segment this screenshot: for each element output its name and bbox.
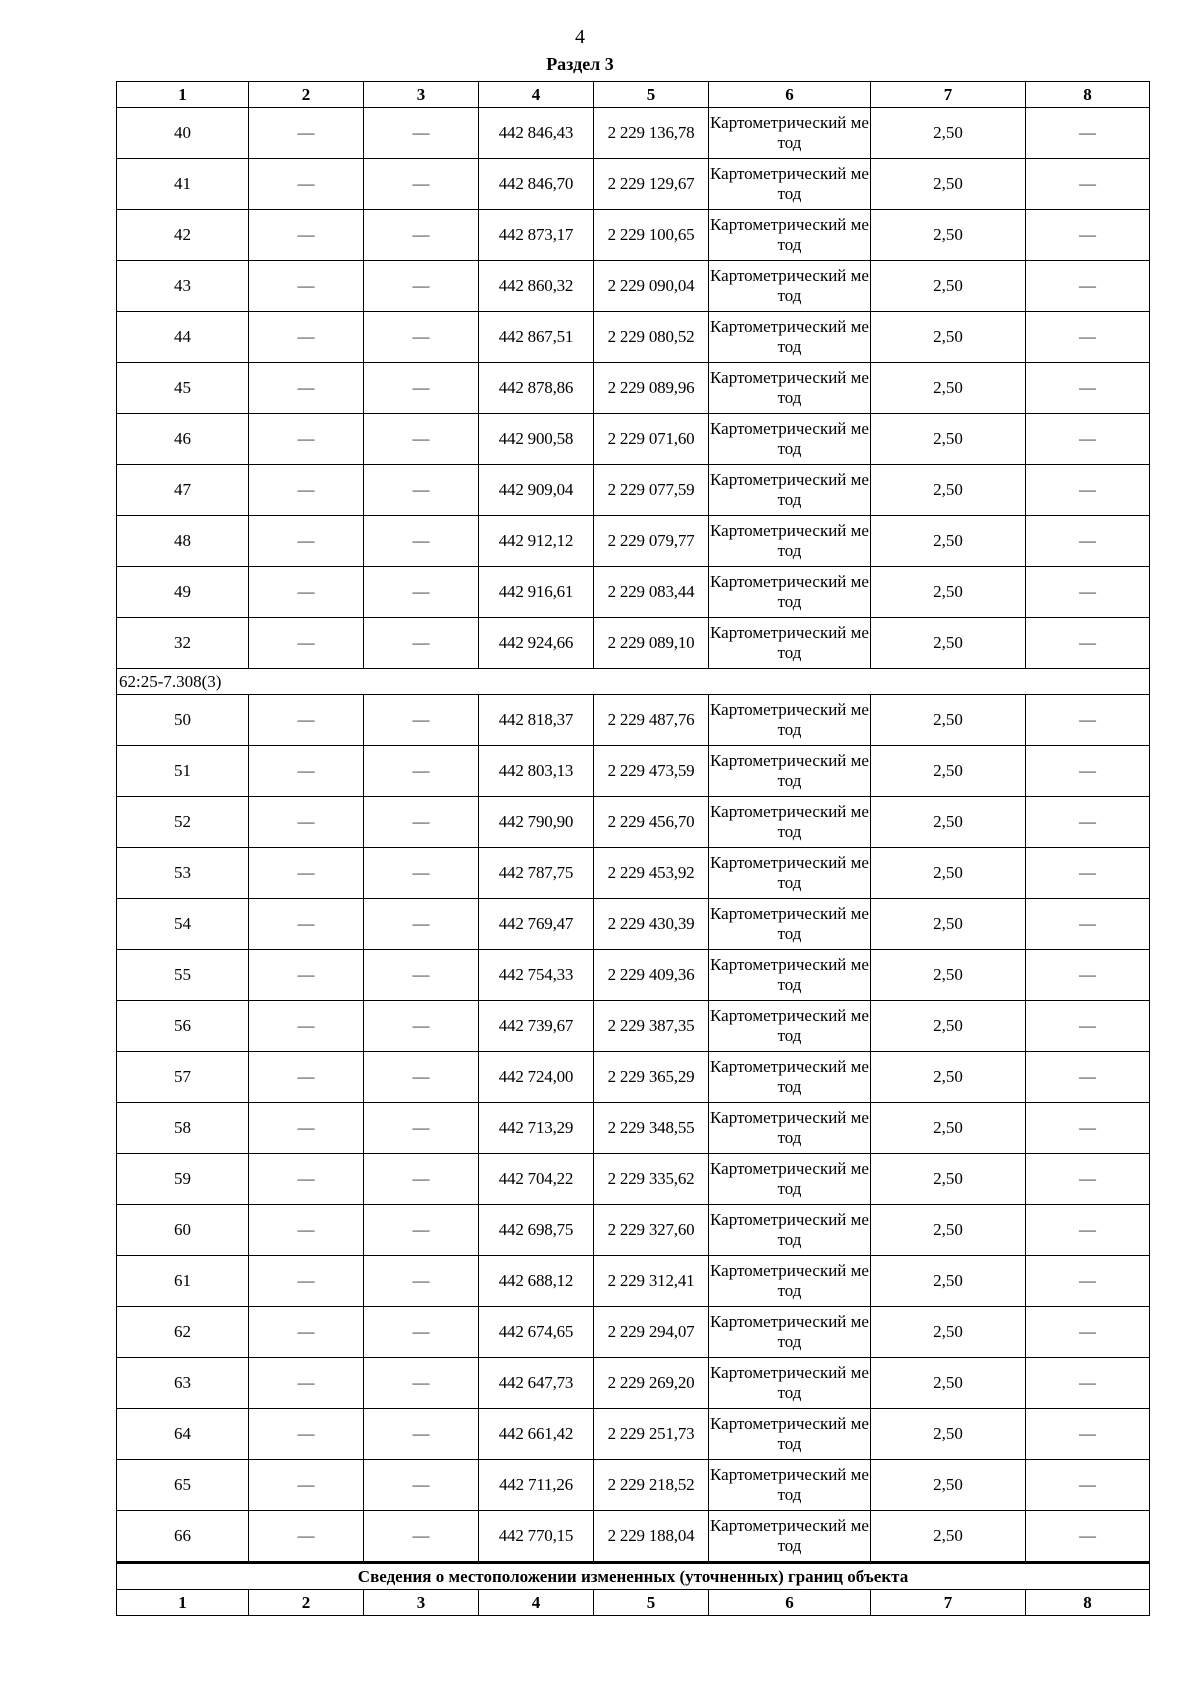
table-row xyxy=(117,1154,1150,1205)
point-number: 53 xyxy=(117,848,249,899)
column-number-header: 8 xyxy=(1026,82,1150,108)
coordinates-table xyxy=(116,81,1150,1616)
point-number: 57 xyxy=(117,1052,249,1103)
empty-dash-cell: — xyxy=(1026,950,1150,1001)
method-cell: Картометрический метод xyxy=(709,261,871,312)
method-cell: Картометрический метод xyxy=(709,414,871,465)
empty-dash-cell: — xyxy=(1026,899,1150,950)
subsection-caption: Сведения о местоположении измененных (уточненных) границ объекта xyxy=(117,1563,1150,1590)
empty-dash-cell: — xyxy=(249,746,364,797)
table-row xyxy=(117,312,1150,363)
point-number: 48 xyxy=(117,516,249,567)
accuracy-value: 2,50 xyxy=(871,848,1026,899)
empty-dash-cell: — xyxy=(1026,746,1150,797)
table-row xyxy=(117,516,1150,567)
coordinate-x: 442 754,33 xyxy=(479,950,594,1001)
point-number: 45 xyxy=(117,363,249,414)
empty-dash-cell: — xyxy=(364,414,479,465)
empty-dash-cell: — xyxy=(364,363,479,414)
empty-dash-cell: — xyxy=(364,950,479,1001)
method-cell: Картометрический метод xyxy=(709,1103,871,1154)
empty-dash-cell: — xyxy=(364,1052,479,1103)
method-cell: Картометрический метод xyxy=(709,159,871,210)
accuracy-value: 2,50 xyxy=(871,414,1026,465)
empty-dash-cell: — xyxy=(249,363,364,414)
coordinate-y: 2 229 136,78 xyxy=(594,108,709,159)
accuracy-value: 2,50 xyxy=(871,695,1026,746)
point-number: 62 xyxy=(117,1307,249,1358)
empty-dash-cell: — xyxy=(364,1154,479,1205)
coordinate-y: 2 229 080,52 xyxy=(594,312,709,363)
coordinate-x: 442 790,90 xyxy=(479,797,594,848)
empty-dash-cell: — xyxy=(1026,1205,1150,1256)
section-title: Раздел 3 xyxy=(546,54,614,74)
empty-dash-cell: — xyxy=(364,159,479,210)
coordinate-x: 442 860,32 xyxy=(479,261,594,312)
coordinate-x: 442 818,37 xyxy=(479,695,594,746)
point-number: 56 xyxy=(117,1001,249,1052)
method-cell: Картометрический метод xyxy=(709,746,871,797)
coordinate-x: 442 661,42 xyxy=(479,1409,594,1460)
group-label: 62:25-7.308(3) xyxy=(117,669,1150,695)
coordinate-x: 442 739,67 xyxy=(479,1001,594,1052)
empty-dash-cell: — xyxy=(249,1460,364,1511)
table-row xyxy=(117,414,1150,465)
table-row xyxy=(117,899,1150,950)
coordinate-x: 442 647,73 xyxy=(479,1358,594,1409)
table-row xyxy=(117,1256,1150,1307)
method-cell: Картометрический метод xyxy=(709,363,871,414)
coordinate-y: 2 229 269,20 xyxy=(594,1358,709,1409)
group-label-row xyxy=(117,669,1150,695)
accuracy-value: 2,50 xyxy=(871,618,1026,669)
method-cell: Картометрический метод xyxy=(709,1409,871,1460)
empty-dash-cell: — xyxy=(249,312,364,363)
accuracy-value: 2,50 xyxy=(871,159,1026,210)
table-row xyxy=(117,261,1150,312)
empty-dash-cell: — xyxy=(364,848,479,899)
accuracy-value: 2,50 xyxy=(871,1052,1026,1103)
empty-dash-cell: — xyxy=(1026,1409,1150,1460)
point-number: 60 xyxy=(117,1205,249,1256)
empty-dash-cell: — xyxy=(364,261,479,312)
empty-dash-cell: — xyxy=(249,950,364,1001)
empty-dash-cell: — xyxy=(364,1256,479,1307)
coordinate-x: 442 711,26 xyxy=(479,1460,594,1511)
method-cell: Картометрический метод xyxy=(709,312,871,363)
method-cell: Картометрический метод xyxy=(709,1052,871,1103)
method-cell: Картометрический метод xyxy=(709,1001,871,1052)
column-number-header: 2 xyxy=(249,1590,364,1616)
coordinate-y: 2 229 456,70 xyxy=(594,797,709,848)
accuracy-value: 2,50 xyxy=(871,210,1026,261)
coordinate-y: 2 229 409,36 xyxy=(594,950,709,1001)
point-number: 44 xyxy=(117,312,249,363)
empty-dash-cell: — xyxy=(249,1358,364,1409)
table-row xyxy=(117,1307,1150,1358)
coordinate-x: 442 873,17 xyxy=(479,210,594,261)
coordinate-y: 2 229 071,60 xyxy=(594,414,709,465)
empty-dash-cell: — xyxy=(1026,618,1150,669)
empty-dash-cell: — xyxy=(249,1511,364,1563)
point-number: 40 xyxy=(117,108,249,159)
point-number: 61 xyxy=(117,1256,249,1307)
accuracy-value: 2,50 xyxy=(871,567,1026,618)
accuracy-value: 2,50 xyxy=(871,261,1026,312)
method-cell: Картометрический метод xyxy=(709,797,871,848)
empty-dash-cell: — xyxy=(249,618,364,669)
coordinate-x: 442 674,65 xyxy=(479,1307,594,1358)
point-number: 59 xyxy=(117,1154,249,1205)
column-number-header: 8 xyxy=(1026,1590,1150,1616)
empty-dash-cell: — xyxy=(249,567,364,618)
empty-dash-cell: — xyxy=(1026,848,1150,899)
column-number-header: 6 xyxy=(709,1590,871,1616)
coordinate-y: 2 229 312,41 xyxy=(594,1256,709,1307)
empty-dash-cell: — xyxy=(364,1307,479,1358)
empty-dash-cell: — xyxy=(249,848,364,899)
coordinate-y: 2 229 327,60 xyxy=(594,1205,709,1256)
table-row xyxy=(117,746,1150,797)
coordinate-x: 442 867,51 xyxy=(479,312,594,363)
empty-dash-cell: — xyxy=(1026,363,1150,414)
empty-dash-cell: — xyxy=(364,312,479,363)
accuracy-value: 2,50 xyxy=(871,1103,1026,1154)
point-number: 52 xyxy=(117,797,249,848)
coordinate-x: 442 916,61 xyxy=(479,567,594,618)
coordinate-x: 442 698,75 xyxy=(479,1205,594,1256)
empty-dash-cell: — xyxy=(249,108,364,159)
empty-dash-cell: — xyxy=(1026,1154,1150,1205)
empty-dash-cell: — xyxy=(1026,797,1150,848)
point-number: 66 xyxy=(117,1511,249,1563)
point-number: 64 xyxy=(117,1409,249,1460)
empty-dash-cell: — xyxy=(364,1358,479,1409)
table-row xyxy=(117,465,1150,516)
coordinate-x: 442 803,13 xyxy=(479,746,594,797)
coordinate-y: 2 229 430,39 xyxy=(594,899,709,950)
point-number: 32 xyxy=(117,618,249,669)
column-number-header: 6 xyxy=(709,82,871,108)
accuracy-value: 2,50 xyxy=(871,1409,1026,1460)
coordinate-y: 2 229 083,44 xyxy=(594,567,709,618)
coordinate-x: 442 769,47 xyxy=(479,899,594,950)
table-row xyxy=(117,108,1150,159)
accuracy-value: 2,50 xyxy=(871,465,1026,516)
empty-dash-cell: — xyxy=(1026,1511,1150,1563)
method-cell: Картометрический метод xyxy=(709,465,871,516)
column-number-header-row xyxy=(117,82,1150,108)
empty-dash-cell: — xyxy=(1026,1103,1150,1154)
empty-dash-cell: — xyxy=(1026,312,1150,363)
column-number-header: 2 xyxy=(249,82,364,108)
empty-dash-cell: — xyxy=(1026,1256,1150,1307)
point-number: 51 xyxy=(117,746,249,797)
column-number-header: 5 xyxy=(594,82,709,108)
method-cell: Картометрический метод xyxy=(709,1256,871,1307)
empty-dash-cell: — xyxy=(1026,159,1150,210)
point-number: 49 xyxy=(117,567,249,618)
coordinate-y: 2 229 089,96 xyxy=(594,363,709,414)
accuracy-value: 2,50 xyxy=(871,1307,1026,1358)
empty-dash-cell: — xyxy=(364,210,479,261)
empty-dash-cell: — xyxy=(249,261,364,312)
method-cell: Картометрический метод xyxy=(709,210,871,261)
table-row xyxy=(117,363,1150,414)
table-row xyxy=(117,1052,1150,1103)
empty-dash-cell: — xyxy=(364,1103,479,1154)
accuracy-value: 2,50 xyxy=(871,312,1026,363)
empty-dash-cell: — xyxy=(364,746,479,797)
table-row xyxy=(117,210,1150,261)
method-cell: Картометрический метод xyxy=(709,1205,871,1256)
accuracy-value: 2,50 xyxy=(871,1256,1026,1307)
coordinate-y: 2 229 487,76 xyxy=(594,695,709,746)
subsection-caption-row xyxy=(117,1563,1150,1590)
accuracy-value: 2,50 xyxy=(871,1511,1026,1563)
empty-dash-cell: — xyxy=(249,1307,364,1358)
point-number: 55 xyxy=(117,950,249,1001)
accuracy-value: 2,50 xyxy=(871,899,1026,950)
accuracy-value: 2,50 xyxy=(871,108,1026,159)
empty-dash-cell: — xyxy=(364,695,479,746)
column-number-header: 4 xyxy=(479,82,594,108)
empty-dash-cell: — xyxy=(249,1001,364,1052)
coordinate-y: 2 229 294,07 xyxy=(594,1307,709,1358)
coordinate-y: 2 229 090,04 xyxy=(594,261,709,312)
coordinate-x: 442 912,12 xyxy=(479,516,594,567)
empty-dash-cell: — xyxy=(1026,108,1150,159)
point-number: 65 xyxy=(117,1460,249,1511)
table-row xyxy=(117,950,1150,1001)
coordinate-y: 2 229 100,65 xyxy=(594,210,709,261)
accuracy-value: 2,50 xyxy=(871,1460,1026,1511)
coordinate-y: 2 229 079,77 xyxy=(594,516,709,567)
method-cell: Картометрический метод xyxy=(709,567,871,618)
coordinate-x: 442 724,00 xyxy=(479,1052,594,1103)
table-row xyxy=(117,1511,1150,1563)
coordinate-x: 442 787,75 xyxy=(479,848,594,899)
point-number: 41 xyxy=(117,159,249,210)
coordinate-y: 2 229 077,59 xyxy=(594,465,709,516)
accuracy-value: 2,50 xyxy=(871,1001,1026,1052)
method-cell: Картометрический метод xyxy=(709,950,871,1001)
empty-dash-cell: — xyxy=(364,618,479,669)
point-number: 50 xyxy=(117,695,249,746)
coordinate-x: 442 688,12 xyxy=(479,1256,594,1307)
method-cell: Картометрический метод xyxy=(709,618,871,669)
empty-dash-cell: — xyxy=(1026,465,1150,516)
table-row xyxy=(117,695,1150,746)
point-number: 47 xyxy=(117,465,249,516)
column-number-header: 1 xyxy=(117,82,249,108)
point-number: 46 xyxy=(117,414,249,465)
empty-dash-cell: — xyxy=(249,1256,364,1307)
empty-dash-cell: — xyxy=(364,108,479,159)
column-number-header: 5 xyxy=(594,1590,709,1616)
column-number-header: 3 xyxy=(364,82,479,108)
accuracy-value: 2,50 xyxy=(871,363,1026,414)
coordinate-y: 2 229 089,10 xyxy=(594,618,709,669)
point-number: 42 xyxy=(117,210,249,261)
point-number: 43 xyxy=(117,261,249,312)
empty-dash-cell: — xyxy=(249,1052,364,1103)
table-row xyxy=(117,1103,1150,1154)
coordinate-x: 442 924,66 xyxy=(479,618,594,669)
table-row xyxy=(117,618,1150,669)
empty-dash-cell: — xyxy=(1026,516,1150,567)
empty-dash-cell: — xyxy=(249,1205,364,1256)
coordinate-y: 2 229 218,52 xyxy=(594,1460,709,1511)
empty-dash-cell: — xyxy=(364,1511,479,1563)
coordinate-y: 2 229 453,92 xyxy=(594,848,709,899)
table-row xyxy=(117,1409,1150,1460)
coordinate-x: 442 900,58 xyxy=(479,414,594,465)
empty-dash-cell: — xyxy=(364,1205,479,1256)
coordinate-x: 442 704,22 xyxy=(479,1154,594,1205)
coordinate-y: 2 229 348,55 xyxy=(594,1103,709,1154)
empty-dash-cell: — xyxy=(1026,695,1150,746)
empty-dash-cell: — xyxy=(1026,1460,1150,1511)
empty-dash-cell: — xyxy=(249,159,364,210)
method-cell: Картометрический метод xyxy=(709,695,871,746)
coordinate-x: 442 909,04 xyxy=(479,465,594,516)
empty-dash-cell: — xyxy=(1026,261,1150,312)
empty-dash-cell: — xyxy=(1026,414,1150,465)
coordinate-x: 442 770,15 xyxy=(479,1511,594,1563)
footer-column-number-row xyxy=(117,1590,1150,1616)
empty-dash-cell: — xyxy=(364,797,479,848)
method-cell: Картометрический метод xyxy=(709,848,871,899)
empty-dash-cell: — xyxy=(1026,567,1150,618)
table-row xyxy=(117,1358,1150,1409)
empty-dash-cell: — xyxy=(249,899,364,950)
method-cell: Картометрический метод xyxy=(709,516,871,567)
table-row xyxy=(117,848,1150,899)
column-number-header: 7 xyxy=(871,1590,1026,1616)
empty-dash-cell: — xyxy=(364,567,479,618)
column-number-header: 1 xyxy=(117,1590,249,1616)
point-number: 54 xyxy=(117,899,249,950)
empty-dash-cell: — xyxy=(249,465,364,516)
method-cell: Картометрический метод xyxy=(709,1307,871,1358)
column-number-header: 4 xyxy=(479,1590,594,1616)
page-number: 4 xyxy=(575,26,585,48)
coordinate-x: 442 846,70 xyxy=(479,159,594,210)
empty-dash-cell: — xyxy=(249,414,364,465)
empty-dash-cell: — xyxy=(249,1409,364,1460)
accuracy-value: 2,50 xyxy=(871,516,1026,567)
coordinate-y: 2 229 365,29 xyxy=(594,1052,709,1103)
empty-dash-cell: — xyxy=(249,1154,364,1205)
accuracy-value: 2,50 xyxy=(871,950,1026,1001)
method-cell: Картометрический метод xyxy=(709,1358,871,1409)
method-cell: Картометрический метод xyxy=(709,899,871,950)
coordinate-y: 2 229 251,73 xyxy=(594,1409,709,1460)
coordinate-y: 2 229 129,67 xyxy=(594,159,709,210)
table-row xyxy=(117,797,1150,848)
accuracy-value: 2,50 xyxy=(871,1205,1026,1256)
accuracy-value: 2,50 xyxy=(871,746,1026,797)
empty-dash-cell: — xyxy=(249,1103,364,1154)
empty-dash-cell: — xyxy=(1026,210,1150,261)
empty-dash-cell: — xyxy=(249,210,364,261)
empty-dash-cell: — xyxy=(364,465,479,516)
column-number-header: 3 xyxy=(364,1590,479,1616)
method-cell: Картометрический метод xyxy=(709,1460,871,1511)
empty-dash-cell: — xyxy=(1026,1052,1150,1103)
coordinate-x: 442 878,86 xyxy=(479,363,594,414)
table-row xyxy=(117,1205,1150,1256)
table-row xyxy=(117,1460,1150,1511)
coordinate-y: 2 229 473,59 xyxy=(594,746,709,797)
point-number: 63 xyxy=(117,1358,249,1409)
empty-dash-cell: — xyxy=(364,1460,479,1511)
coordinate-x: 442 713,29 xyxy=(479,1103,594,1154)
accuracy-value: 2,50 xyxy=(871,1358,1026,1409)
accuracy-value: 2,50 xyxy=(871,797,1026,848)
empty-dash-cell: — xyxy=(364,516,479,567)
method-cell: Картометрический метод xyxy=(709,1154,871,1205)
empty-dash-cell: — xyxy=(364,899,479,950)
table-row xyxy=(117,1001,1150,1052)
column-number-header: 7 xyxy=(871,82,1026,108)
empty-dash-cell: — xyxy=(249,516,364,567)
table-row xyxy=(117,567,1150,618)
empty-dash-cell: — xyxy=(1026,1358,1150,1409)
coordinate-y: 2 229 387,35 xyxy=(594,1001,709,1052)
empty-dash-cell: — xyxy=(1026,1307,1150,1358)
coordinate-x: 442 846,43 xyxy=(479,108,594,159)
empty-dash-cell: — xyxy=(364,1409,479,1460)
empty-dash-cell: — xyxy=(249,695,364,746)
method-cell: Картометрический метод xyxy=(709,108,871,159)
point-number: 58 xyxy=(117,1103,249,1154)
empty-dash-cell: — xyxy=(364,1001,479,1052)
coordinate-y: 2 229 188,04 xyxy=(594,1511,709,1563)
accuracy-value: 2,50 xyxy=(871,1154,1026,1205)
coordinate-y: 2 229 335,62 xyxy=(594,1154,709,1205)
empty-dash-cell: — xyxy=(249,797,364,848)
empty-dash-cell: — xyxy=(1026,1001,1150,1052)
table-row xyxy=(117,159,1150,210)
method-cell: Картометрический метод xyxy=(709,1511,871,1563)
